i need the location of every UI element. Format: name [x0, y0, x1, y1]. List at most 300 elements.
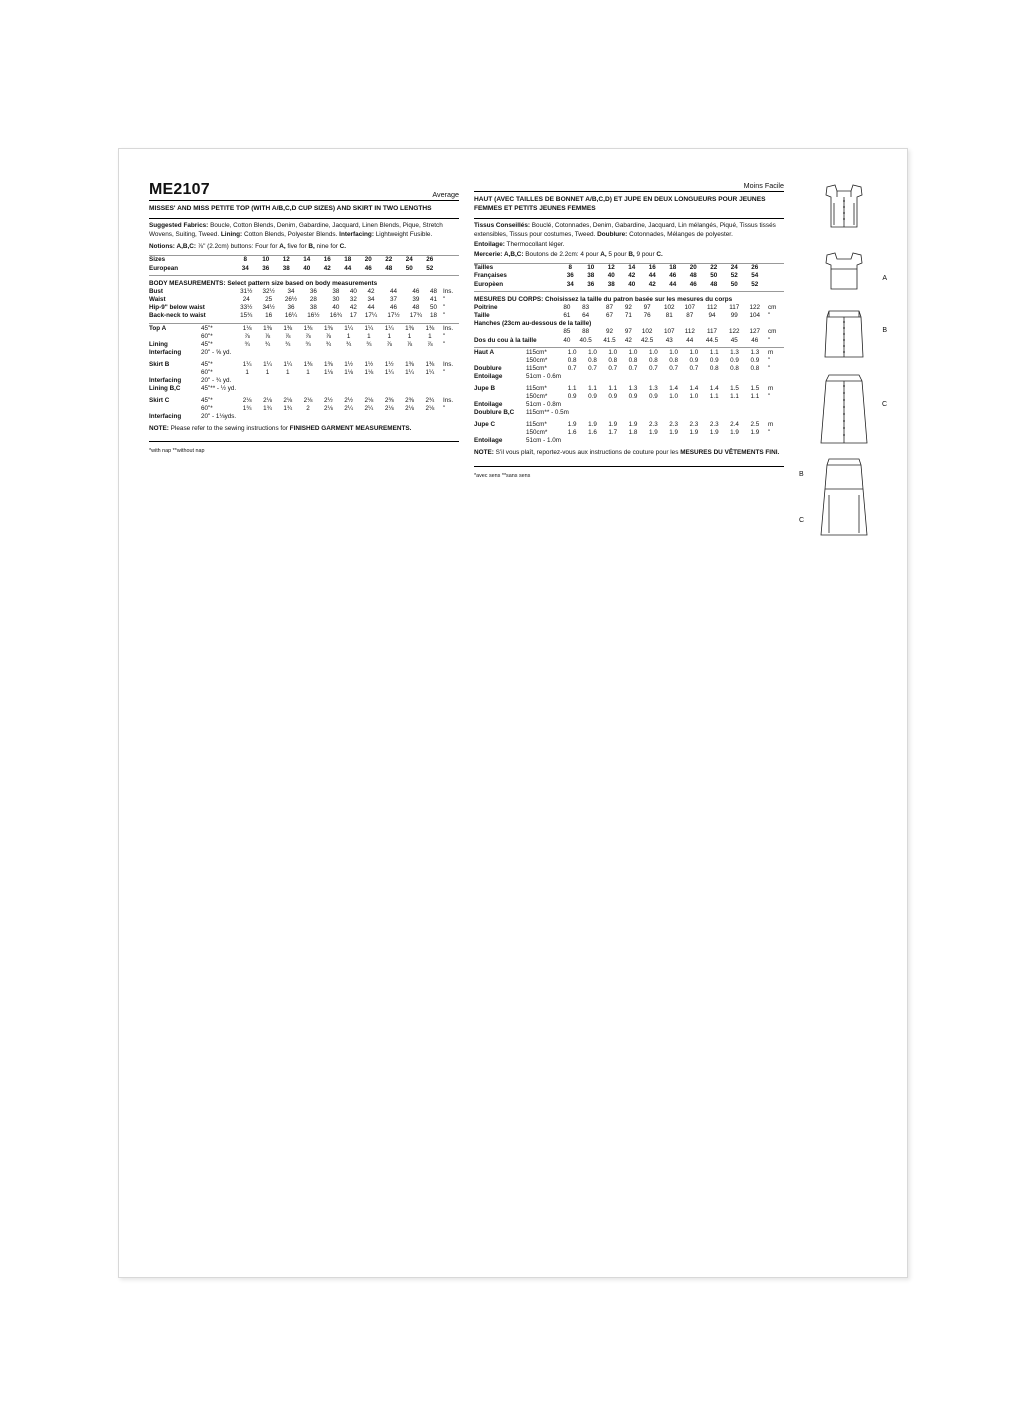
- notions-end-fr: 9 pour: [634, 250, 657, 258]
- cell: 117: [706, 328, 718, 336]
- cell: 36: [309, 287, 317, 295]
- cell: 2⅛: [303, 396, 313, 404]
- cell: 2⅛: [283, 396, 293, 404]
- body-measurements-table-fr: [474, 303, 784, 344]
- lining-label-en: Lining:: [220, 230, 243, 238]
- cell: 42: [367, 287, 375, 295]
- lining-label-fr: Doublure:: [597, 230, 628, 238]
- cell: 0.7: [628, 365, 638, 373]
- table-row: [474, 311, 784, 319]
- cell: 44: [367, 304, 375, 312]
- row-label: Lining: [149, 340, 168, 348]
- cell: 0.9: [608, 393, 618, 401]
- size-cell: 20: [689, 264, 697, 272]
- cell: 88: [582, 328, 590, 336]
- cell: 2⅛: [425, 405, 435, 413]
- cell: 17¾: [409, 312, 422, 320]
- size-cell: 12: [282, 256, 290, 264]
- cell: 30: [332, 295, 340, 303]
- table-row: [149, 312, 459, 320]
- cell: 1.9: [567, 421, 577, 429]
- cell: 102: [664, 303, 675, 311]
- cell: 1.9: [608, 421, 618, 429]
- cell: 1¼: [384, 368, 394, 376]
- cell: 1.6: [588, 429, 597, 437]
- size-cell: 8: [243, 256, 247, 264]
- cell: 1.9: [588, 421, 597, 429]
- table-row: [474, 401, 784, 409]
- cell: 92: [624, 303, 632, 311]
- size-cell: 34: [241, 264, 249, 272]
- cell: 112: [706, 303, 718, 311]
- cell: 26½: [284, 295, 298, 303]
- cell: 0.7: [689, 365, 699, 373]
- size-cell: 36: [587, 280, 595, 288]
- title-row: [149, 181, 459, 201]
- cell: 2⅛: [323, 405, 333, 413]
- cell: 107: [664, 328, 675, 336]
- table-row: [149, 340, 459, 348]
- notions-end-en: nine for: [314, 242, 340, 250]
- size-cell: 52: [751, 280, 759, 288]
- difficulty-en: Average: [432, 190, 459, 199]
- cell: 1¼: [425, 368, 435, 376]
- cell: 1¼: [242, 360, 252, 368]
- table-row: [149, 357, 459, 369]
- cell: 33½: [240, 304, 253, 312]
- cell: 2.3: [689, 421, 699, 429]
- size-cell: 48: [710, 280, 718, 288]
- table-row: [474, 356, 784, 364]
- illustration-skirt-b-back: [799, 455, 889, 541]
- cell: 48: [412, 304, 420, 312]
- note-text-en: Please refer to the sewing instructions for: [168, 424, 290, 432]
- sizes-table-en: [149, 256, 459, 272]
- cell: 1⅜: [263, 324, 272, 332]
- yardage-table-fr: [474, 348, 784, 445]
- cell: ⅞: [406, 340, 413, 348]
- table-row: [149, 413, 459, 421]
- cell: 2⅛: [242, 396, 252, 404]
- cell: 1½: [344, 360, 354, 368]
- illustration-skirt-b: [799, 305, 889, 365]
- cell: 2⅛: [384, 405, 394, 413]
- cell: 1.0: [567, 348, 577, 356]
- table-row: [474, 381, 784, 393]
- cell: 17¼: [364, 312, 378, 320]
- unit-cell: ": [443, 340, 446, 348]
- cell: 122: [749, 303, 760, 311]
- cell: 1¼: [263, 360, 272, 368]
- fabric-width: 51cm - 0.8m: [526, 401, 561, 409]
- cell: 34: [367, 295, 375, 303]
- notions-c-fr: C.: [656, 250, 663, 258]
- unit-cell: m: [768, 348, 774, 356]
- cell: 0.8: [730, 365, 739, 373]
- illustration-skirt-c: [799, 371, 889, 449]
- size-cell: 26: [751, 264, 759, 272]
- cell: ¾: [244, 340, 250, 348]
- body-measurements-table-en: [149, 287, 459, 320]
- cell: ¾: [346, 340, 352, 348]
- fabric-width: 51cm - 1.0m: [526, 437, 561, 445]
- size-cell: 24: [730, 264, 738, 272]
- cell: 1.0: [648, 348, 658, 356]
- row-label: Jupe B: [474, 384, 495, 392]
- cell: 1⅛: [242, 324, 252, 332]
- cell: 1.3: [750, 348, 760, 356]
- cell: 42.5: [640, 336, 654, 344]
- cell: 102: [641, 328, 653, 336]
- cell: 0.9: [648, 393, 658, 401]
- cell: 1: [245, 368, 249, 376]
- table-row: [149, 385, 459, 393]
- fabrics-label-fr: Tissus Conseillés:: [474, 221, 530, 229]
- cell: 0.9: [588, 393, 597, 401]
- cell: 1⅜: [303, 360, 313, 368]
- cell: 0.9: [750, 356, 760, 364]
- size-cell: 50: [710, 272, 718, 280]
- cell: 46: [412, 287, 420, 295]
- size-cell: 44: [648, 272, 656, 280]
- cell: 1: [285, 368, 290, 376]
- body-measurements-title-fr: MESURES DU CORPS: Choisissez la taille du patron basée sur les mesures du corps: [474, 296, 733, 304]
- interfacing-label-fr: Entoilage:: [474, 240, 505, 248]
- fabric-width: 20" - 1⅛yds.: [201, 413, 237, 421]
- yardage-table-en: [149, 324, 459, 421]
- row-label: Doublure: [474, 365, 502, 373]
- cell: 94: [708, 312, 716, 319]
- cell: 42: [349, 304, 357, 312]
- cell: 17: [349, 312, 357, 320]
- table-row: [149, 304, 459, 312]
- row-label: Taille: [474, 312, 490, 319]
- lining-text-fr: Cotonnades, Mélanges de polyester.: [627, 230, 733, 238]
- cell: 16¼: [284, 312, 298, 320]
- size-cell: 38: [587, 272, 595, 280]
- figure-label-b: B: [882, 327, 887, 334]
- table-row: [149, 324, 459, 332]
- size-cell: 16: [323, 256, 331, 264]
- cell: 40.5: [579, 336, 592, 344]
- cell: 1⅜: [323, 360, 333, 368]
- sizes-table-fr: [474, 264, 784, 289]
- row-label: Poitrine: [474, 303, 498, 311]
- table-row: [474, 417, 784, 429]
- table-row: [474, 264, 784, 272]
- table-row: [474, 272, 784, 280]
- cell: 2.3: [648, 421, 658, 429]
- table-row: [474, 280, 784, 288]
- cell: 2½: [344, 396, 354, 404]
- cell: 1.0: [628, 348, 638, 356]
- cell: 1.5: [730, 384, 739, 392]
- fabric-width: 45"** - ½ yd.: [201, 385, 237, 393]
- cell: 1: [367, 332, 371, 340]
- cell: 36: [287, 304, 295, 312]
- cell: 87: [606, 303, 614, 311]
- cell: 0.8: [608, 356, 618, 364]
- cell: 2.3: [669, 421, 679, 429]
- footnote-fr: *avec sens **sans sens: [474, 472, 531, 479]
- cell: 67: [606, 312, 614, 319]
- cell: 1.5: [750, 384, 760, 392]
- row-label: Hip-9" below waist: [149, 304, 205, 312]
- table-row: [474, 328, 784, 336]
- pattern-code: ME2107: [149, 181, 210, 198]
- cell: 97: [643, 303, 651, 311]
- cell: ⅞: [305, 332, 311, 340]
- english-column: [149, 181, 459, 454]
- cell: 2.4: [730, 421, 739, 429]
- size-cell: 46: [364, 264, 372, 272]
- cell: 71: [624, 312, 632, 319]
- notions-a-en: A,: [279, 242, 286, 250]
- cell: 1.3: [648, 384, 658, 392]
- size-cell: 14: [303, 256, 311, 264]
- size-cell: 52: [730, 272, 738, 280]
- cell: 1.9: [669, 429, 679, 437]
- cell: 41.5: [603, 336, 616, 344]
- table-row: [474, 320, 784, 328]
- size-cell: 42: [648, 280, 656, 288]
- fabric-width: 150cm*: [526, 429, 548, 437]
- unit-cell: [765, 264, 784, 272]
- size-cell: 50: [405, 264, 413, 272]
- french-column: [474, 181, 784, 479]
- difficulty-fr: Moins Facile: [743, 181, 784, 190]
- fabrics-label-en: Suggested Fabrics:: [149, 221, 209, 229]
- unit-cell: [440, 264, 459, 272]
- cell: 1.4: [689, 384, 699, 392]
- note-bold-en: FINISHED GARMENT MEASUREMENTS.: [289, 424, 412, 432]
- row-label: Doublure B,C: [474, 409, 515, 417]
- cell: 46: [389, 304, 397, 312]
- cell: 1¼: [344, 324, 354, 332]
- size-cell: 42: [628, 272, 636, 280]
- figure-label-c-back: C: [799, 517, 805, 524]
- row-label: Waist: [149, 295, 166, 303]
- table-row: [149, 368, 459, 376]
- unit-cell: [765, 272, 784, 280]
- row-label: [474, 393, 524, 401]
- notions-mid-en: five for: [285, 242, 309, 250]
- fabrics-paragraph-fr: [474, 222, 784, 240]
- size-cell: 44: [344, 264, 352, 272]
- row-label: Jupe C: [474, 421, 495, 429]
- cell: 1¼: [364, 324, 374, 332]
- cell: 1: [306, 368, 310, 376]
- divider: [474, 466, 784, 467]
- table-row: [474, 393, 784, 401]
- divider: [149, 441, 459, 442]
- cell: 1⅜: [425, 324, 435, 332]
- unit-cell: [765, 280, 784, 288]
- cell: 1: [387, 332, 391, 340]
- cell: 1⅜: [283, 324, 293, 332]
- figure-label-b-back: B: [799, 471, 804, 478]
- cell: 40: [349, 287, 357, 295]
- cell: 2¾: [425, 396, 435, 404]
- cell: 2⅛: [263, 396, 272, 404]
- row-label: Entoilage: [474, 437, 503, 445]
- notions-text-fr: Boutons de 2.2cm: 4 pour: [523, 250, 601, 258]
- fabric-width: 115cm*: [526, 384, 547, 392]
- cell: 18: [430, 312, 438, 320]
- interfacing-text-en: Lightweight Fusible.: [373, 230, 433, 238]
- fabric-width: 45"*: [201, 396, 213, 404]
- title-row-fr: [474, 181, 784, 192]
- cell: 2.3: [709, 421, 719, 429]
- cell: 1: [428, 332, 432, 340]
- illustration-top-a-back: [799, 249, 889, 299]
- cell: 1.1: [567, 384, 577, 392]
- unit-cell: cm: [768, 328, 777, 336]
- european-label-en: European: [149, 264, 179, 272]
- unit-cell: ": [768, 356, 771, 364]
- cell: 0.9: [709, 356, 719, 364]
- headline-fr: HAUT (AVEC TAILLES DE BONNET A/B,C,D) ET JUPE EN DEUX LONGUEURS POUR JEUNES FEMMES ET PETITS JEUNES FEMMES: [474, 196, 766, 212]
- table-row: [474, 336, 784, 344]
- cell: 61: [563, 312, 571, 319]
- cell: 1.7: [608, 429, 618, 437]
- size-cell: 54: [751, 272, 759, 280]
- cell: 0.9: [567, 393, 577, 401]
- notions-b-fr: B,: [628, 250, 635, 258]
- table-row: [149, 264, 459, 272]
- fabric-width: 150cm*: [526, 356, 548, 364]
- row-label: Lining B,C: [149, 385, 181, 393]
- cell: 2½: [323, 396, 333, 404]
- cell: 1.6: [567, 429, 577, 437]
- cell: 1¼: [405, 368, 414, 376]
- cell: 34: [287, 287, 295, 295]
- fabric-width: 115cm*: [526, 365, 547, 373]
- cell: 16¾: [329, 312, 342, 320]
- cell: 1: [265, 368, 270, 376]
- note-fr: [474, 449, 784, 458]
- size-cell: 34: [566, 280, 574, 288]
- cell: 1.1: [608, 384, 618, 392]
- row-label: Skirt B: [149, 360, 170, 368]
- cell: 0.8: [750, 365, 760, 373]
- cell: 1.9: [648, 429, 658, 437]
- interfacing-label-en: Interfacing:: [339, 230, 374, 238]
- cell: 31½: [240, 287, 253, 295]
- fabric-width: 20" - ⅝ yd.: [201, 349, 232, 357]
- cell: 1½: [364, 360, 374, 368]
- table-row: [474, 348, 784, 356]
- unit-cell: ": [443, 405, 446, 413]
- size-cell: 14: [628, 264, 636, 272]
- cell: 32: [349, 295, 357, 303]
- note-label-fr: NOTE:: [474, 449, 494, 457]
- row-label: [474, 328, 560, 336]
- cell: 37: [389, 295, 397, 303]
- cell: 1¾: [242, 405, 252, 413]
- cell: 17½: [387, 312, 400, 320]
- size-cell: 24: [405, 256, 413, 264]
- unit-cell: m: [768, 384, 774, 392]
- cell: 0.7: [669, 365, 679, 373]
- fabric-width: 45"*: [201, 340, 213, 348]
- cell: 1.3: [730, 348, 739, 356]
- table-row: [149, 256, 459, 264]
- cell: ¾: [366, 340, 372, 348]
- row-label: [149, 332, 199, 340]
- cell: 0.8: [567, 356, 577, 364]
- cell: 0.7: [588, 365, 597, 373]
- cell: 1.4: [709, 384, 719, 392]
- row-label: Entoilage: [474, 401, 503, 409]
- cell: 0.8: [709, 365, 719, 373]
- cell: 87: [686, 312, 694, 319]
- cell: 44: [389, 287, 397, 295]
- cell: 64: [582, 312, 590, 319]
- cell: 0.7: [608, 365, 618, 373]
- cell: 40: [332, 304, 340, 312]
- cell: 122: [728, 328, 740, 336]
- table-row: [474, 437, 784, 445]
- notions-label-fr: Mercerie: A,B,C:: [474, 250, 524, 258]
- garment-illustrations: [799, 181, 889, 547]
- cell: 1⅜: [405, 360, 414, 368]
- size-cell: 10: [262, 256, 270, 264]
- table-row: [474, 409, 784, 417]
- divider: [474, 291, 784, 292]
- cell: 25: [265, 295, 273, 303]
- size-cell: 38: [282, 264, 290, 272]
- notions-c-en: C.: [339, 242, 347, 250]
- interfacing-text-fr: Thermocollant léger.: [504, 240, 565, 248]
- notions-mid-fr: 5 pour: [606, 250, 629, 258]
- cell: 1¼: [384, 324, 394, 332]
- cell: 1.0: [588, 348, 597, 356]
- cell: 1.1: [730, 393, 739, 401]
- size-cell: 20: [364, 256, 372, 264]
- row-label: Skirt C: [149, 396, 170, 404]
- cell: ⅞: [264, 332, 271, 340]
- cell: 1.0: [669, 393, 679, 401]
- size-cell: 36: [566, 272, 574, 280]
- unit-cell: cm: [768, 303, 777, 311]
- cell: 1⅛: [323, 368, 333, 376]
- size-cell: 38: [607, 280, 615, 288]
- cell: ⅞: [325, 332, 331, 340]
- cell: 44.5: [705, 336, 719, 344]
- cell: 97: [624, 328, 632, 336]
- cell: 16: [265, 312, 273, 320]
- cell: 1: [346, 332, 351, 340]
- cell: 0.7: [648, 365, 658, 373]
- notions-text-en: ⅞" (2.2cm) buttons: Four for: [195, 242, 280, 250]
- francaises-label: Françaises: [474, 272, 507, 280]
- row-label: Interfacing: [149, 413, 182, 421]
- cell: 1: [407, 332, 412, 340]
- cell: 1.1: [588, 384, 597, 392]
- size-cell: 10: [587, 264, 595, 272]
- note-label-en: NOTE:: [149, 424, 169, 432]
- unit-cell: ": [443, 368, 446, 376]
- cell: 0.9: [689, 356, 699, 364]
- cell: 104: [749, 312, 760, 319]
- cell: 1⅜: [405, 324, 414, 332]
- cell: 43: [665, 336, 673, 344]
- cell: 81: [665, 312, 673, 319]
- cell: 34½: [262, 304, 275, 312]
- table-row: [149, 376, 459, 384]
- cell: 50: [430, 304, 438, 312]
